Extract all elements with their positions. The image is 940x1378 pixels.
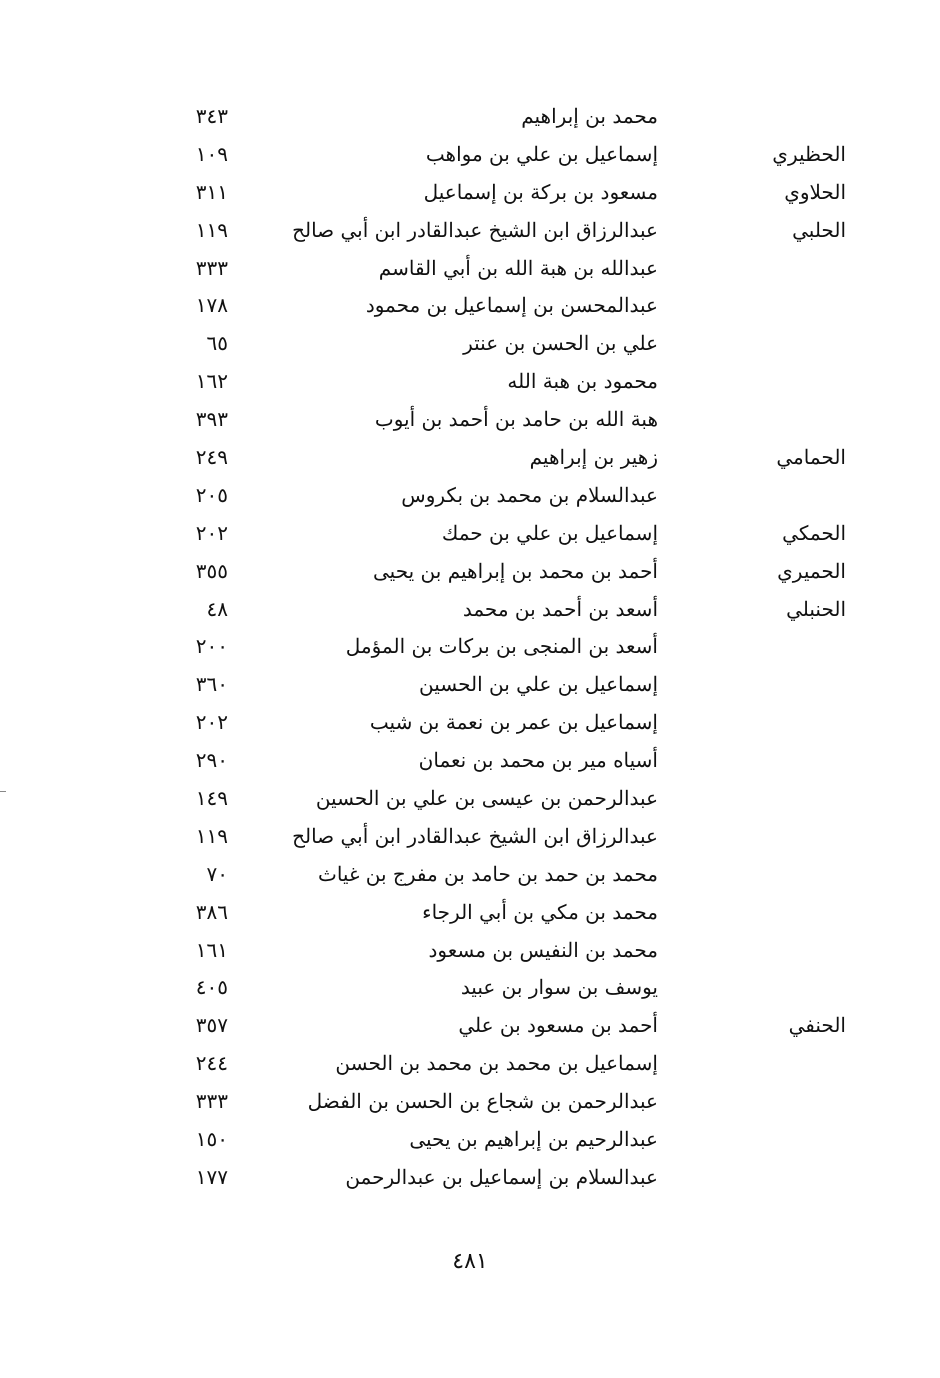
entry-page-ref: ٢٠٢	[195, 710, 228, 735]
index-entry	[0, 325, 940, 363]
entry-nisba: الحمامي	[776, 445, 846, 470]
entry-page-ref: ٣٤٣	[195, 104, 228, 128]
entry-page-ref: ١٦٢	[195, 369, 228, 394]
index-entry	[0, 666, 940, 704]
entry-page-ref: ١٤٩	[195, 786, 228, 811]
entry-page-ref: ٢٠٠	[195, 634, 228, 659]
entry-page-ref: ١٠٩	[195, 141, 228, 166]
entry-page-ref: ٣٦٠	[195, 672, 228, 697]
entry-page-ref: ١٧٧	[195, 1164, 228, 1189]
scan-mark	[0, 791, 6, 792]
index-entry	[0, 591, 940, 629]
index-entry	[0, 98, 940, 136]
index-entry	[0, 363, 940, 401]
entry-name: عبدالسلام بن إسماعيل بن عبدالرحمن	[345, 1164, 658, 1189]
entry-nisba: الحنفي	[788, 1013, 846, 1038]
entry-page-ref: ٣٣٣	[195, 255, 228, 280]
index-entry	[0, 287, 940, 325]
entry-page-ref: ٢٤٩	[195, 445, 228, 470]
entry-name: محمد بن مكي بن أبي الرجاء	[422, 899, 658, 924]
entry-nisba: الحظيري	[772, 141, 846, 166]
entry-name: إسماعيل بن علي بن حمك	[441, 520, 658, 545]
entry-page-ref: ١١٩	[195, 217, 228, 242]
index-entry	[0, 856, 940, 894]
index-entry	[0, 894, 940, 932]
entry-page-ref: ٤٠٥	[195, 975, 228, 1000]
entry-page-ref: ٣١١	[195, 179, 228, 204]
entry-name: إسماعيل بن محمد بن محمد بن الحسن	[335, 1051, 658, 1076]
entry-page-ref: ٦٥	[206, 331, 228, 356]
entry-page-ref: ٣٣٣	[195, 1089, 228, 1114]
index-entry	[0, 1159, 940, 1197]
index-entry	[0, 250, 940, 288]
entry-page-ref: ٣٥٧	[195, 1013, 228, 1038]
index-list	[0, 98, 940, 1197]
index-entry	[0, 1007, 940, 1045]
index-entry	[0, 174, 940, 212]
index-entry	[0, 932, 940, 970]
entry-page-ref: ٢٠٥	[195, 482, 228, 507]
index-entry	[0, 1083, 940, 1121]
index-entry	[0, 477, 940, 515]
entry-page-ref: ١٥٠	[195, 1127, 228, 1152]
entry-name: محمد بن النفيس بن مسعود	[428, 937, 658, 962]
entry-name: محمد بن إبراهيم	[521, 104, 658, 128]
index-entry	[0, 401, 940, 439]
index-entry	[0, 628, 940, 666]
entry-name: محمود بن هبة الله	[507, 369, 658, 394]
index-entry	[0, 1045, 940, 1083]
entry-name: أحمد بن مسعود بن علي	[458, 1013, 658, 1038]
entry-page-ref: ١٧٨	[195, 293, 228, 318]
entry-page-ref: ١١٩	[195, 823, 228, 848]
entry-page-ref: ٤٨	[206, 596, 228, 621]
entry-name: محمد بن حمد بن حامد بن مفرج بن غياث	[318, 861, 658, 886]
entry-name: إسماعيل بن علي بن مواهب	[425, 141, 658, 166]
entry-nisba: الحلاوي	[784, 179, 846, 204]
index-entry	[0, 1121, 940, 1159]
entry-page-ref: ٢٠٢	[195, 520, 228, 545]
entry-page-ref: ٧٠	[206, 861, 228, 886]
entry-name: عبدالرحمن بن شجاع بن الحسن بن الفضل	[307, 1089, 658, 1114]
index-entry	[0, 515, 940, 553]
entry-nisba: الحميري	[777, 558, 846, 583]
index-entry	[0, 818, 940, 856]
entry-page-ref: ٢٤٤	[195, 1051, 228, 1076]
index-entry	[0, 136, 940, 174]
entry-name: علي بن الحسن بن عنتر	[463, 331, 658, 356]
entry-name: أسعد بن أحمد بن محمد	[462, 596, 658, 621]
entry-name: عبدالمحسن بن إسماعيل بن محمود	[365, 293, 658, 318]
entry-name: هبة الله بن حامد بن أحمد بن أيوب	[374, 407, 658, 432]
index-entry	[0, 704, 940, 742]
entry-nisba: الحنبلي	[786, 596, 846, 621]
page-number: ٤٨١	[452, 1249, 488, 1274]
entry-name: إسماعيل بن علي بن الحسين	[419, 672, 658, 697]
entry-nisba: الحلبي	[792, 217, 846, 242]
entry-page-ref: ١٦١	[195, 937, 228, 962]
entry-page-ref: ٣٥٥	[195, 558, 228, 583]
entry-name: عبدالله بن هبة الله بن أبي القاسم	[378, 255, 658, 280]
entry-nisba: الحمكي	[782, 520, 846, 545]
entry-page-ref: ٣٩٣	[195, 407, 228, 432]
entry-name: عبدالرحمن بن عيسى بن علي بن الحسين	[315, 786, 658, 811]
entry-name: عبدالرزاق ابن الشيخ عبدالقادر ابن أبي صالح	[292, 217, 658, 242]
entry-name: عبدالرزاق ابن الشيخ عبدالقادر ابن أبي صالح	[292, 823, 658, 848]
entry-name: أسعد بن المنجى بن بركات بن المؤمل	[345, 634, 658, 659]
index-entry	[0, 212, 940, 250]
entry-name: زهير بن إبراهيم	[529, 445, 658, 470]
entry-name: أسياه مير بن محمد بن نعمان	[418, 748, 658, 773]
entry-name: إسماعيل بن عمر بن نعمة بن شيب	[369, 710, 658, 735]
index-entry	[0, 553, 940, 591]
entry-name: مسعود بن بركة بن إسماعيل	[423, 179, 658, 204]
entry-name: يوسف بن سوار بن عبيد	[460, 975, 658, 1000]
entry-name: أحمد بن محمد بن إبراهيم بن يحيى	[373, 558, 658, 583]
entry-name: عبدالسلام بن محمد بن بكروس	[401, 482, 658, 507]
index-entry	[0, 780, 940, 818]
entry-name: عبدالرحيم بن إبراهيم بن يحيى	[409, 1127, 658, 1152]
entry-page-ref: ٣٨٦	[195, 899, 228, 924]
entry-page-ref: ٢٩٠	[195, 748, 228, 773]
index-entry	[0, 439, 940, 477]
index-entry	[0, 742, 940, 780]
index-entry	[0, 969, 940, 1007]
